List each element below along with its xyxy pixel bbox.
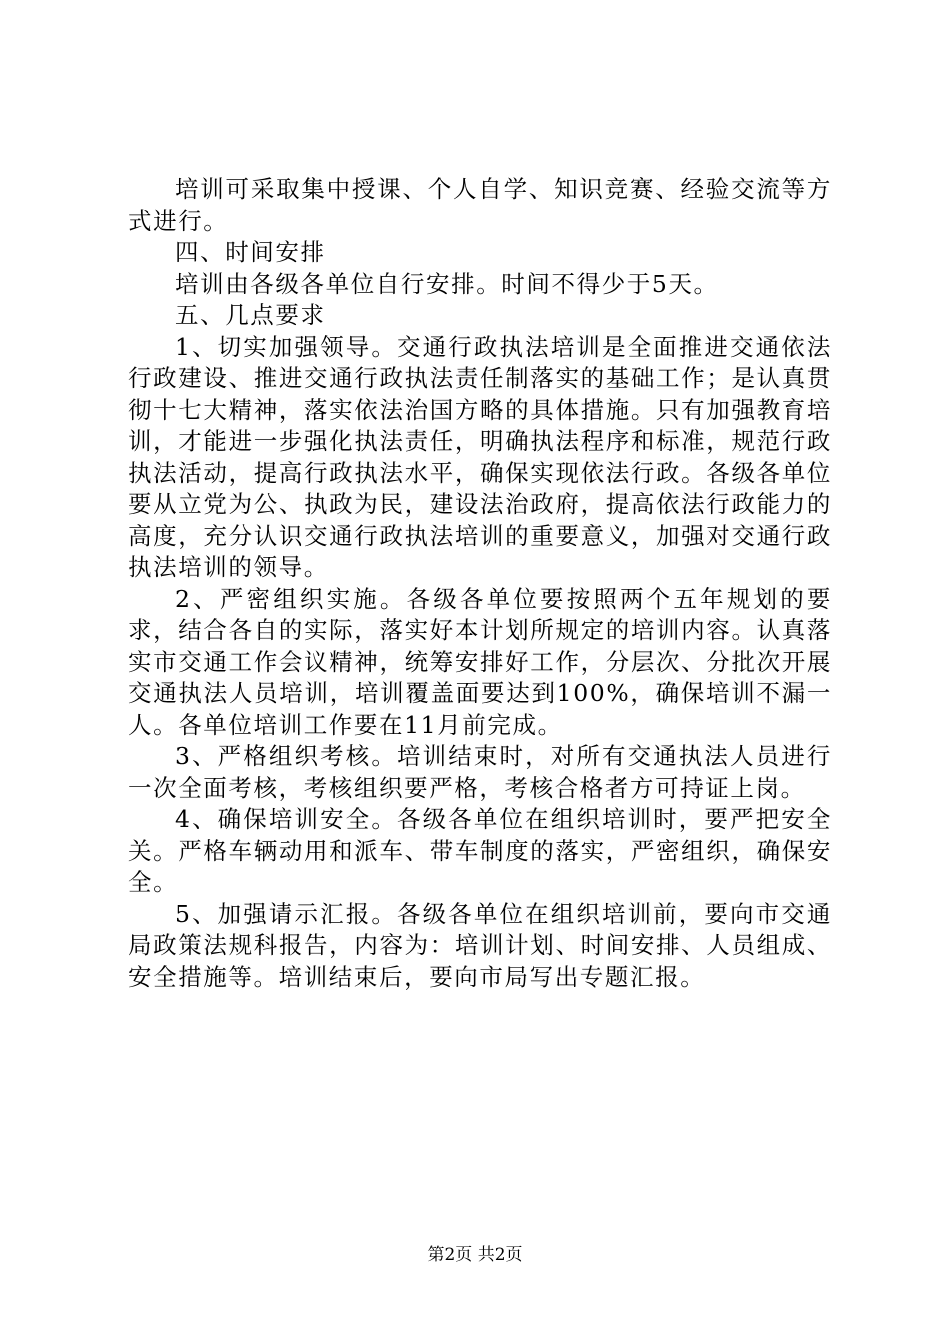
paragraph-schedule: 培训由各级各单位自行安排。时间不得少于5天。 [175, 269, 719, 298]
page-footer: 第2页 共2页 [427, 1245, 523, 1265]
paragraph-training-methods: 培训可采取集中授课、个人自学、知识竞赛、经验交流等方式进行。 [128, 175, 832, 235]
section-heading-schedule: 四、时间安排 [175, 238, 326, 266]
paragraph-requirement-4: 4、确保培训安全。各级各单位在组织培训时，要严把安全关。严格车辆动用和派车、带车制度的落实，严密组织，确保安全。 [128, 805, 832, 896]
section-heading-requirements: 五、几点要求 [175, 301, 326, 329]
paragraph-requirement-2: 2、严密组织实施。各级各单位要按照两个五年规划的要求，结合各自的实际，落实好本计划所规定的培训内容。认真落实市交通工作会议精神，统筹安排好工作，分层次、分批次开展交通执法人员培训，培训覆盖面要达到100%，确保培训不漏一人。各单位培训工作要在11月前完成。 [128, 584, 832, 739]
paragraph-requirement-5: 5、加强请示汇报。各级各单位在组织培训前，要向市交通局政策法规科报告，内容为：培训计划、时间安排、人员组成、安全措施等。培训结束后，要向市局写出专题汇报。 [128, 899, 832, 991]
paragraph-requirement-3: 3、严格组织考核。培训结束时，对所有交通执法人员进行一次全面考核，考核组织要严格，考核合格者方可持证上岗。 [128, 742, 832, 802]
document-body [128, 174, 832, 993]
paragraph-requirement-1: 1、切实加强领导。交通行政执法培训是全面推进交通依法行政建设、推进交通行政执法责任制落实的基础工作；是认真贯彻十七大精神，落实依法治国方略的具体措施。只有加强教育培训，才能进一步强化执法责任，明确执法程序和标准，规范行政执法活动，提高行政执法水平，确保实现依法行政。各级各单位要从立党为公、执政为民，建设法治政府，提高依法行政能力的高度，充分认识交通行政执法培训的重要意义，加强对交通行政执法培训的领导。 [128, 332, 832, 581]
